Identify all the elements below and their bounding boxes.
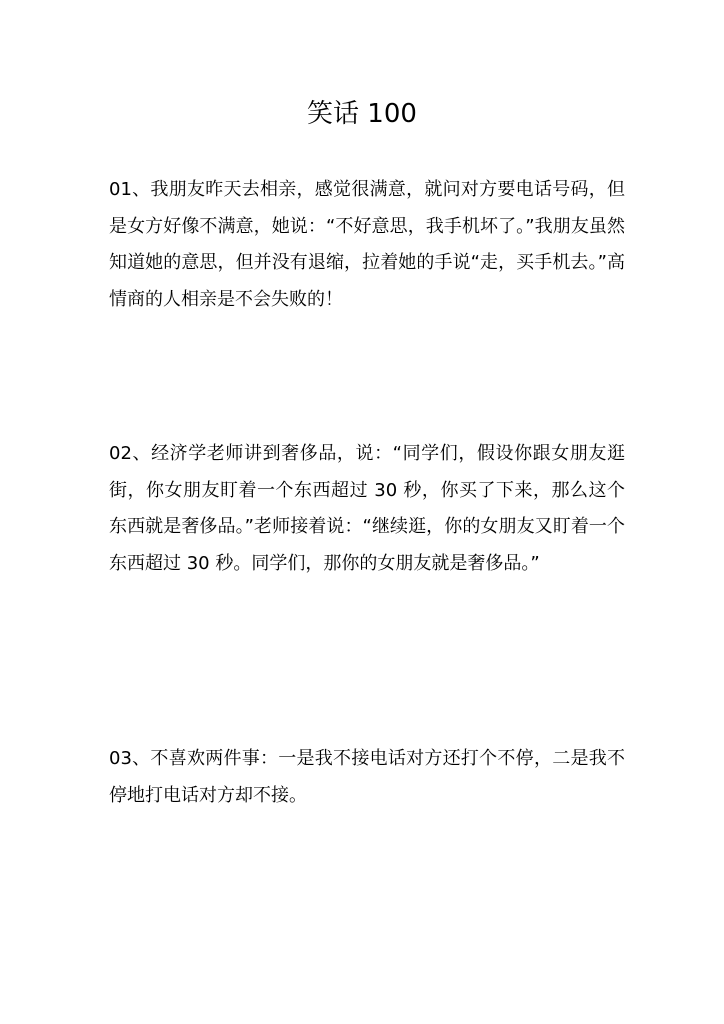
joke-paragraph-02: 02、经济学老师讲到奢侈品，说：“同学们，假设你跟女朋友逛街，你女朋友盯着一个东西超过 30 秒，你买了下来，那么这个东西就是奢侈品。”老师接着说：“继续逛，你的女朋友又盯着一个东西超过 30 秒。同学们，那你的女朋友就是奢侈品。” [109,443,625,574]
joke-paragraph-01: 01、我朋友昨天去相亲，感觉很满意，就问对方要电话号码，但是女方好像不满意，她说：“不好意思，我手机坏了。”我朋友虽然知道她的意思，但并没有退缩，拉着她的手说“走，买手机去。”高 情商的人相亲是不会失败的！ [109,179,625,310]
joke-paragraph-03: 03、不喜欢两件事：一是我不接电话对方还打个不停，二是我不停地打电话对方却不接。 [109,748,625,806]
document-title: 笑话 100 [307,99,417,129]
